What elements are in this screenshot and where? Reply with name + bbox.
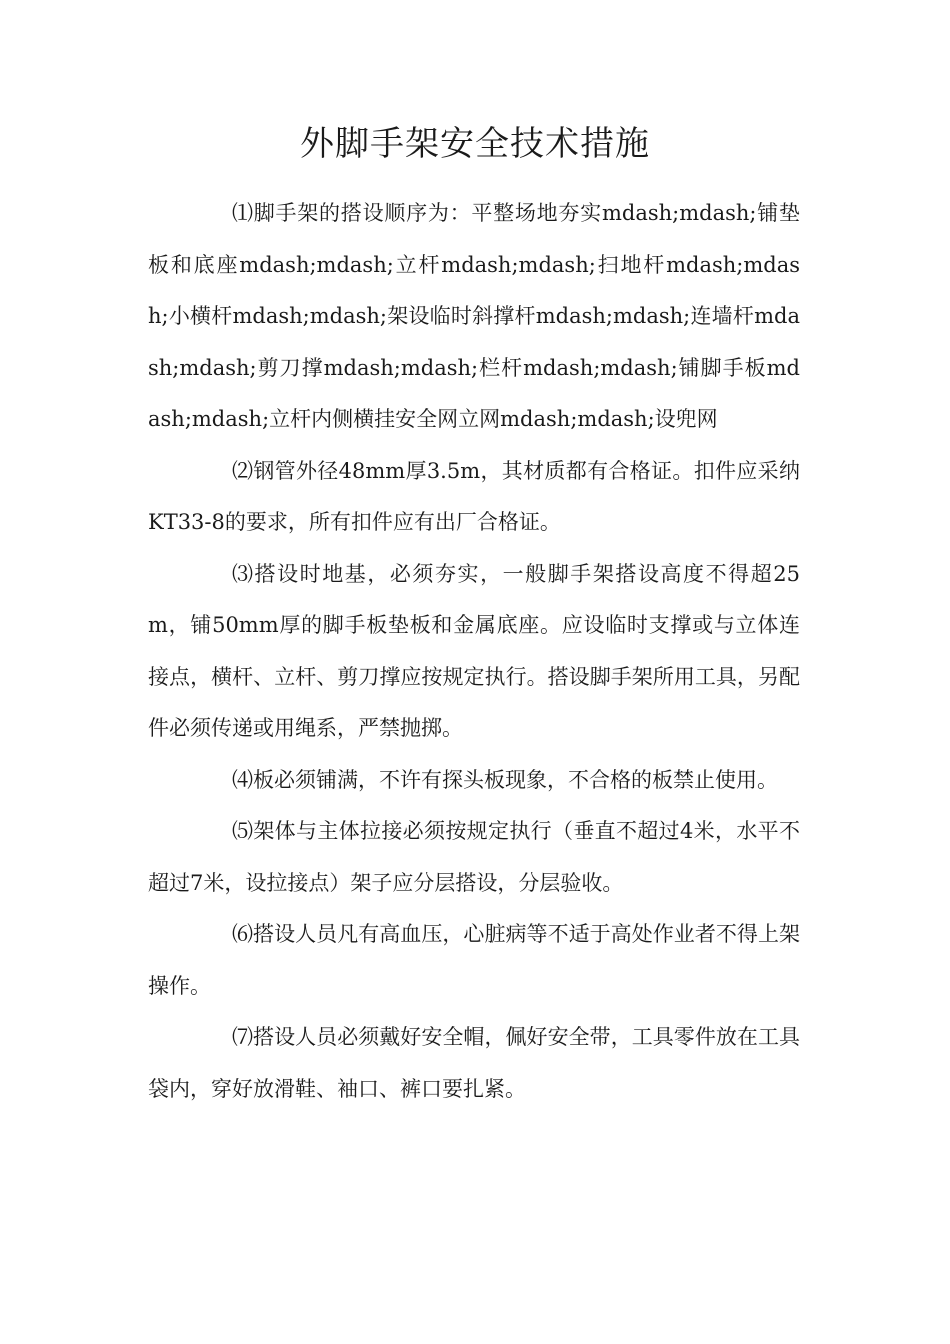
paragraph-7: ⑺搭设人员必须戴好安全帽，佩好安全带，工具零件放在工具袋内，穿好放滑鞋、袖口、裤口要扎紧。 — [148, 1025, 800, 1101]
document-title: 外脚手架安全技术措施 — [300, 124, 650, 164]
paragraph-1: ⑴脚手架的搭设顺序为：平整场地夯实mdash;mdash;铺垫板和底座mdash;mdash;立杆mdash;mdash;扫地杆mdash;mdash;小横杆mdash;mdash;架设临时斜撑杆mdash;mdash;连墙杆mdash;mdash;剪刀撑mdash;mdash;栏杆mdash;mdash;铺脚手板mdash;mdash;立杆内侧横挂安全网立网mdash;mdash;设兜网 — [148, 201, 800, 431]
document-body — [148, 188, 800, 1115]
paragraph-6: ⑹搭设人员凡有高血压，心脏病等不适于高处作业者不得上架操作。 — [148, 922, 800, 998]
paragraph-2: ⑵钢管外径48mm厚3.5m，其材质都有合格证。扣件应采纳KT33-8的要求，所有扣件应有出厂合格证。 — [148, 458, 800, 534]
paragraph-4: ⑷板必须铺满，不许有探头板现象，不合格的板禁止使用。 — [232, 767, 778, 792]
paragraph-3: ⑶搭设时地基，必须夯实，一般脚手架搭设高度不得超25m，铺50mm厚的脚手板垫板和金属底座。应设临时支撑或与立体连接点，横杆、立杆、剪刀撑应按规定执行。搭设脚手架所用工具，另配件必须传递或用绳系，严禁抛掷。 — [148, 561, 800, 740]
paragraph-5: ⑸架体与主体拉接必须按规定执行（垂直不超过4米，水平不超过7米，设拉接点）架子应分层搭设，分层验收。 — [148, 819, 800, 895]
